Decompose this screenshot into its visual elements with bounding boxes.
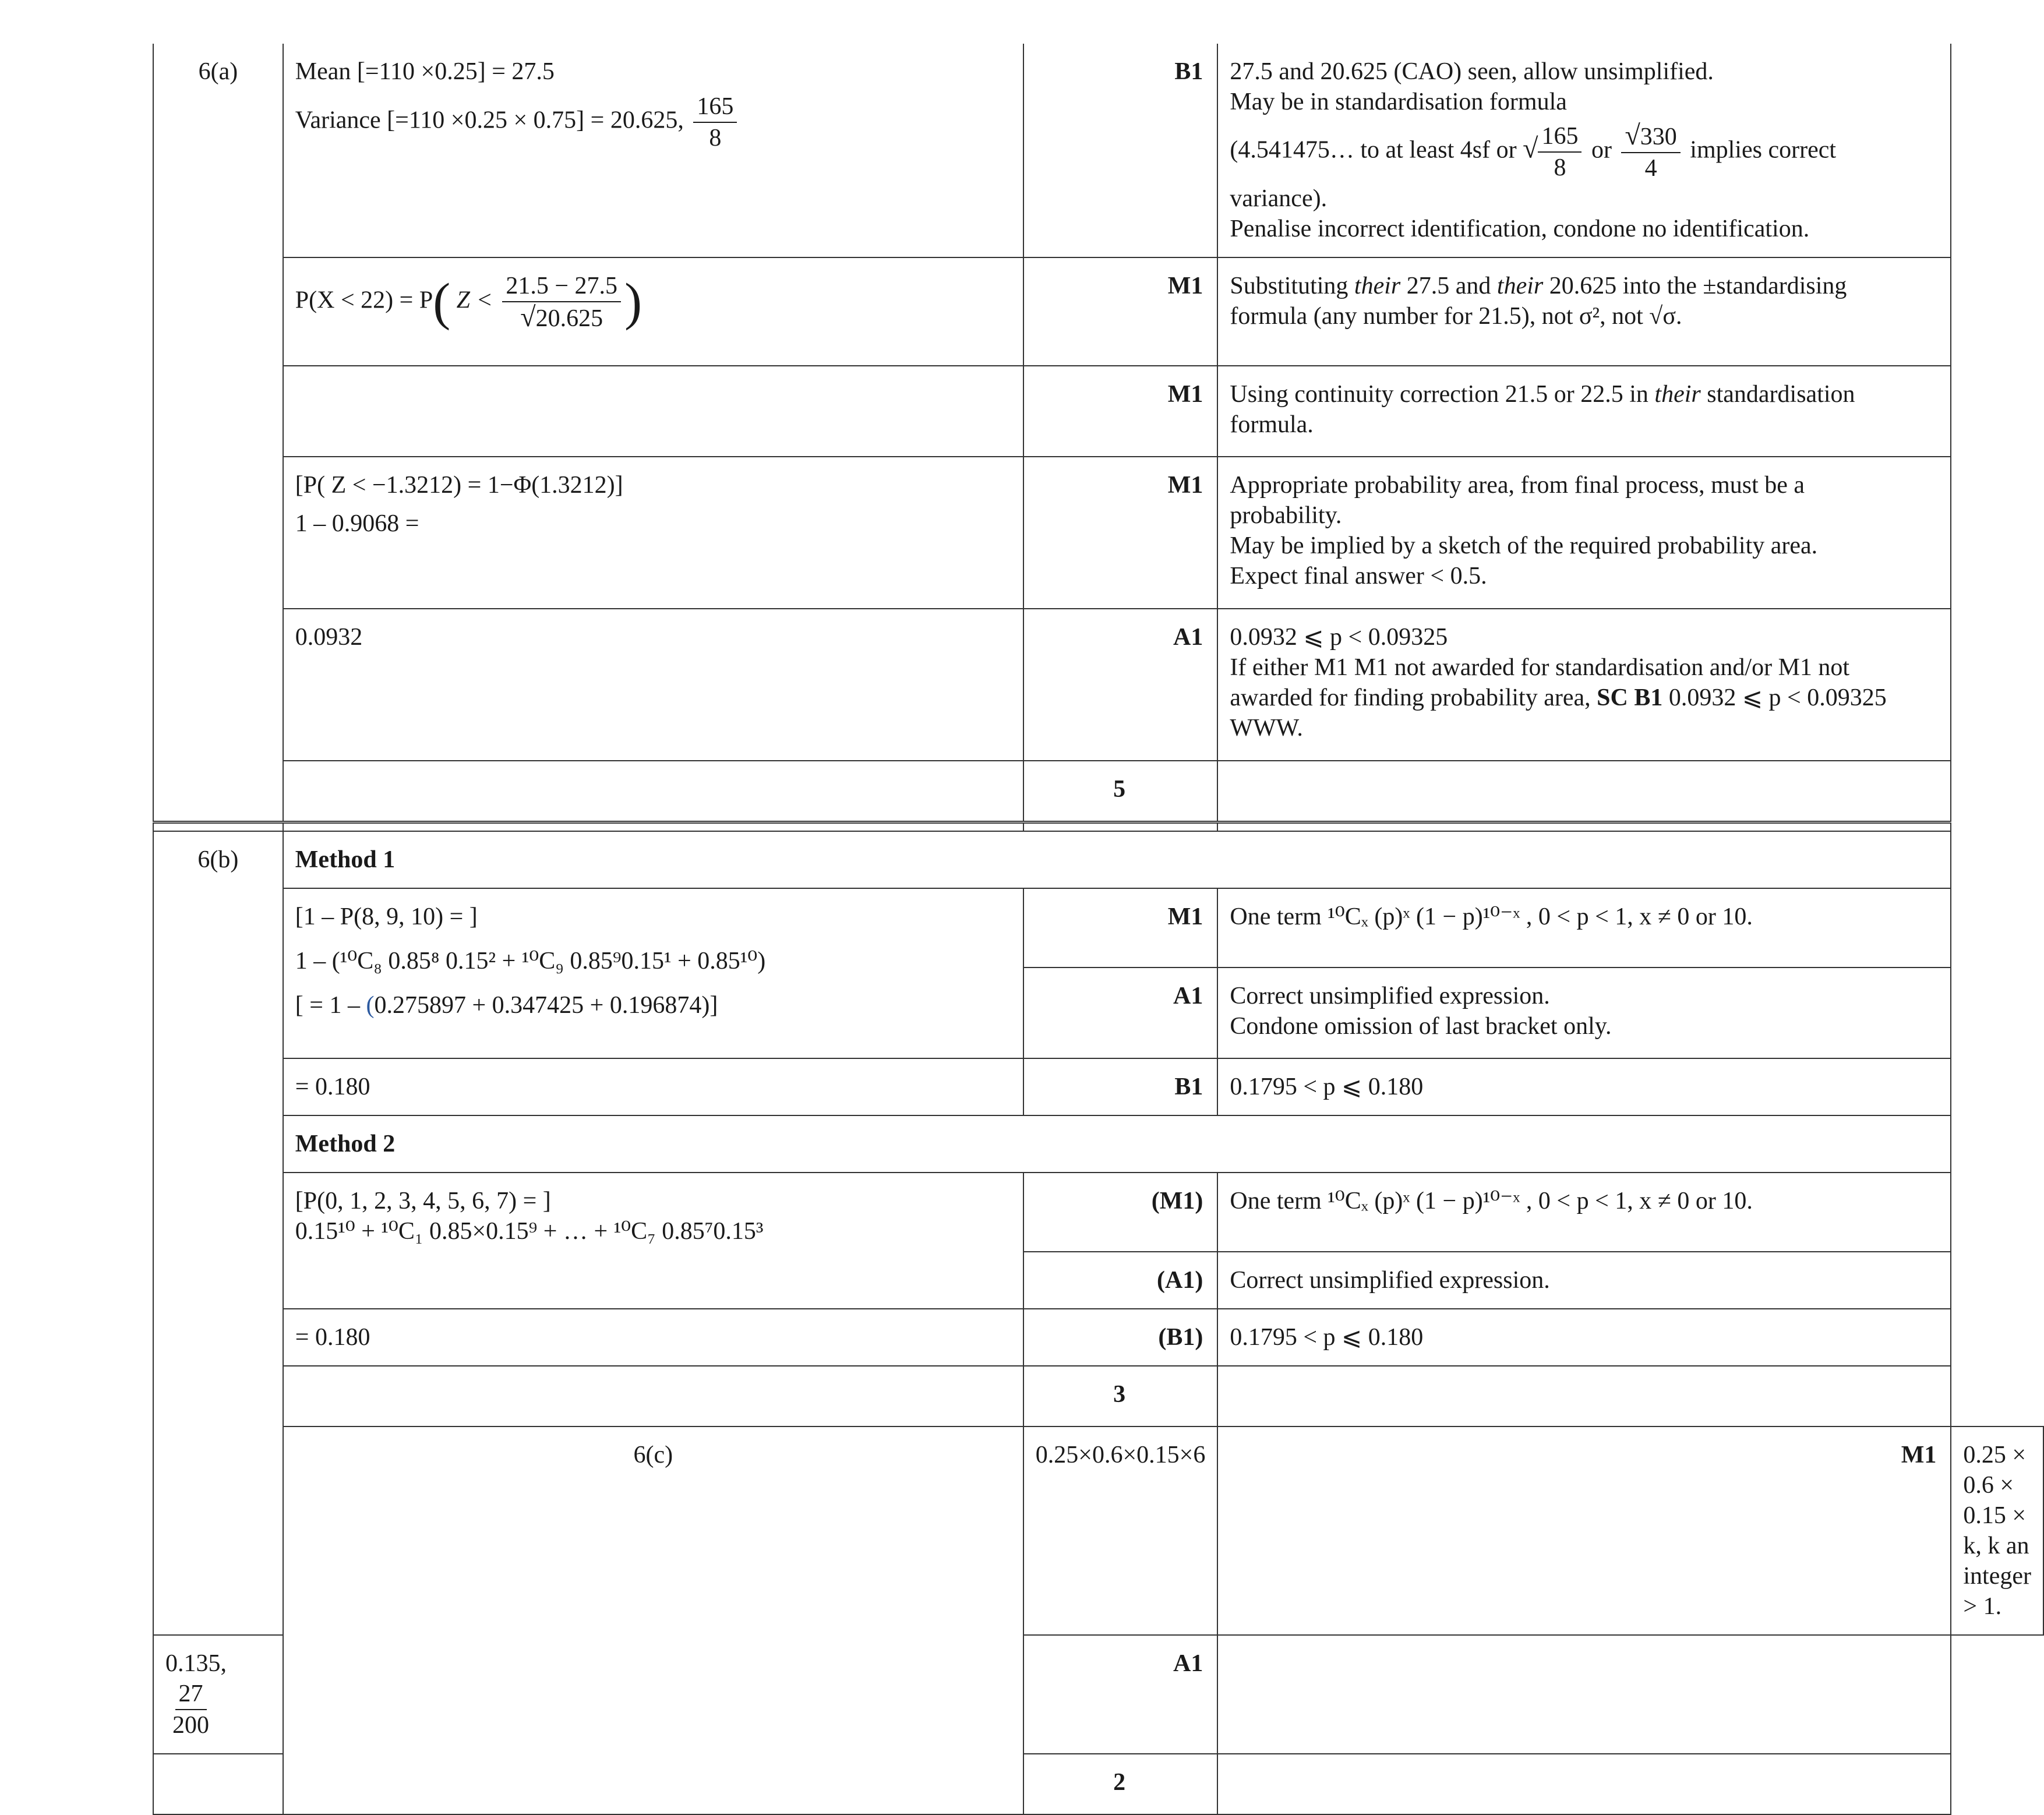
working-cell-empty — [153, 1754, 283, 1814]
section-separator — [153, 822, 2043, 832]
mark-m1: M1 — [1023, 366, 1218, 457]
q6c-row-m1 — [153, 1426, 2043, 1635]
q6a-row-continuity — [153, 366, 2043, 457]
method2-heading: Method 2 — [283, 1115, 1951, 1173]
mark-m1: M1 — [1023, 457, 1218, 609]
guidance-cell: One term ¹⁰Cₓ (p)ˣ (1 − p)¹⁰⁻ˣ , 0 < p < 1, x ≠ 0 or 10. — [1217, 888, 1951, 967]
question-label-6a: 6(a) — [153, 44, 283, 822]
q6b-row-method1-heading — [153, 831, 2043, 888]
guidance-cell: 27.5 and 20.625 (CAO) seen, allow unsimplified. May be in standardisation formula (4.541475… to at least 4sf or √ $\frac{165}{8}$ or $\frac{√330}{4}$ implies correct variance). Penalise incorrect identification, condone no identification. — [1217, 44, 1951, 257]
working-cell: 0.0932 — [283, 609, 1023, 761]
q6a-row-mean-variance — [153, 44, 2043, 257]
total-marks-6a: 5 — [1023, 761, 1218, 822]
working-cell: = 0.180 — [283, 1309, 1023, 1366]
working-cell: [1 – P(8, 9, 10) = ] 1 – (¹⁰C₈ 0.85⁸ 0.15² + ¹⁰C₉ 0.85⁹0.15¹ + 0.85¹⁰) [ = 1 – (0.275897 + 0.347425 + 0.196874)] — [283, 888, 1023, 1058]
q6b-row-method2-heading — [153, 1115, 2043, 1173]
guidance-cell: Correct unsimplified expression. — [1217, 1252, 1951, 1309]
working-cell-empty — [283, 761, 1023, 822]
q6a-row-total — [153, 761, 2043, 822]
working-cell: [P(0, 1, 2, 3, 4, 5, 6, 7) = ] 0.15¹⁰ + ¹⁰C₁ 0.85×0.15⁹ + … + ¹⁰C₇ 0.85⁷0.15³ — [283, 1173, 1023, 1309]
guidance-cell: 0.1795 < p ⩽ 0.180 — [1217, 1058, 1951, 1115]
q6a-row-standardise — [153, 257, 2043, 366]
guidance-cell-empty — [1217, 761, 1951, 822]
guidance-cell: 0.0932 ⩽ p < 0.09325 If either M1 M1 not awarded for standardisation and/or M1 not awarded for finding probability area, SC B1 0.0932 ⩽ p < 0.09325 WWW. — [1217, 609, 1951, 761]
total-marks-6b: 3 — [1023, 1366, 1218, 1426]
working-cell: = 0.180 — [283, 1058, 1023, 1115]
question-label-6c: 6(c) — [283, 1426, 1023, 1814]
mark-a1-alt: (A1) — [1023, 1252, 1218, 1309]
mark-m1: M1 — [1217, 1426, 1951, 1635]
q6b-row-m1-alt — [153, 1173, 2043, 1252]
mark-scheme-table — [153, 44, 2044, 1815]
guidance-cell-empty — [1217, 1754, 1951, 1814]
guidance-cell: 0.25 × 0.6 × 0.15 × k, k an integer > 1. — [1951, 1426, 2043, 1635]
working-cell: [P( Z < −1.3212) = 1−Φ(1.3212)] 1 – 0.9068 = — [283, 457, 1023, 609]
q6a-row-probability-area — [153, 457, 2043, 609]
working-cell: 0.135, $\frac{27}{200}$ — [153, 1635, 283, 1754]
guidance-cell: 0.1795 < p ⩽ 0.180 — [1217, 1309, 1951, 1366]
guidance-sd-line: (4.541475… to at least 4sf or √ $\frac{165}{8}$ or $\frac{√330}{4}$ implies correct — [1230, 120, 1837, 182]
mark-b1: B1 — [1023, 1058, 1218, 1115]
q6b-row-b1-alt — [153, 1309, 2043, 1366]
q6b-row-m1 — [153, 888, 2043, 967]
guidance-cell: One term ¹⁰Cₓ (p)ˣ (1 − p)¹⁰⁻ˣ , 0 < p < 1, x ≠ 0 or 10. — [1217, 1173, 1951, 1252]
fraction-165-8: $\frac{165}{8}$ — [693, 91, 737, 153]
total-marks-6c: 2 — [1023, 1754, 1218, 1814]
guidance-cell-empty — [1217, 1366, 1951, 1426]
guidance-cell: Correct unsimplified expression. Condone omission of last bracket only. — [1217, 967, 1951, 1058]
working-cell — [283, 44, 1023, 257]
working-cell-empty — [283, 366, 1023, 457]
guidance-cell: Substituting their 27.5 and their 20.625 into the ±standardising formula (any number for 21.5), not σ², not √σ. — [1217, 257, 1951, 366]
working-mean: Mean [=110 ×0.25] = 27.5 — [295, 58, 555, 85]
q6b-row-b1 — [153, 1058, 2043, 1115]
working-cell-empty — [283, 1366, 1023, 1426]
mark-a1: A1 — [1023, 1635, 1218, 1754]
guidance-cell-empty — [1217, 1635, 1951, 1754]
guidance-cell: Using continuity correction 21.5 or 22.5 in their standardisation formula. — [1217, 366, 1951, 457]
working-variance: Variance [=110 ×0.25 × 0.75] = 20.625, $\frac{165}{8}$ — [295, 91, 1011, 153]
q6a-row-answer — [153, 609, 2043, 761]
method1-heading: Method 1 — [283, 831, 1951, 888]
mark-m1: M1 — [1023, 888, 1218, 967]
mark-m1: M1 — [1023, 257, 1218, 366]
q6b-row-total — [153, 1366, 2043, 1426]
mark-b1-alt: (B1) — [1023, 1309, 1218, 1366]
mark-b1: B1 — [1023, 44, 1218, 257]
mark-a1: A1 — [1023, 967, 1218, 1058]
mark-m1-alt: (M1) — [1023, 1173, 1218, 1252]
guidance-cell: Appropriate probability area, from final process, must be a probability. May be implied by a sketch of the required probability area. Expect final answer < 0.5. — [1217, 457, 1951, 609]
working-cell: 0.25×0.6×0.15×6 — [1023, 1426, 1218, 1635]
working-cell: P(X < 22) = P( Z < $\frac{21.5 - 27.5}{√20.625}$ ) — [283, 257, 1023, 366]
mark-a1: A1 — [1023, 609, 1218, 761]
question-label-6b: 6(b) — [153, 831, 283, 1635]
